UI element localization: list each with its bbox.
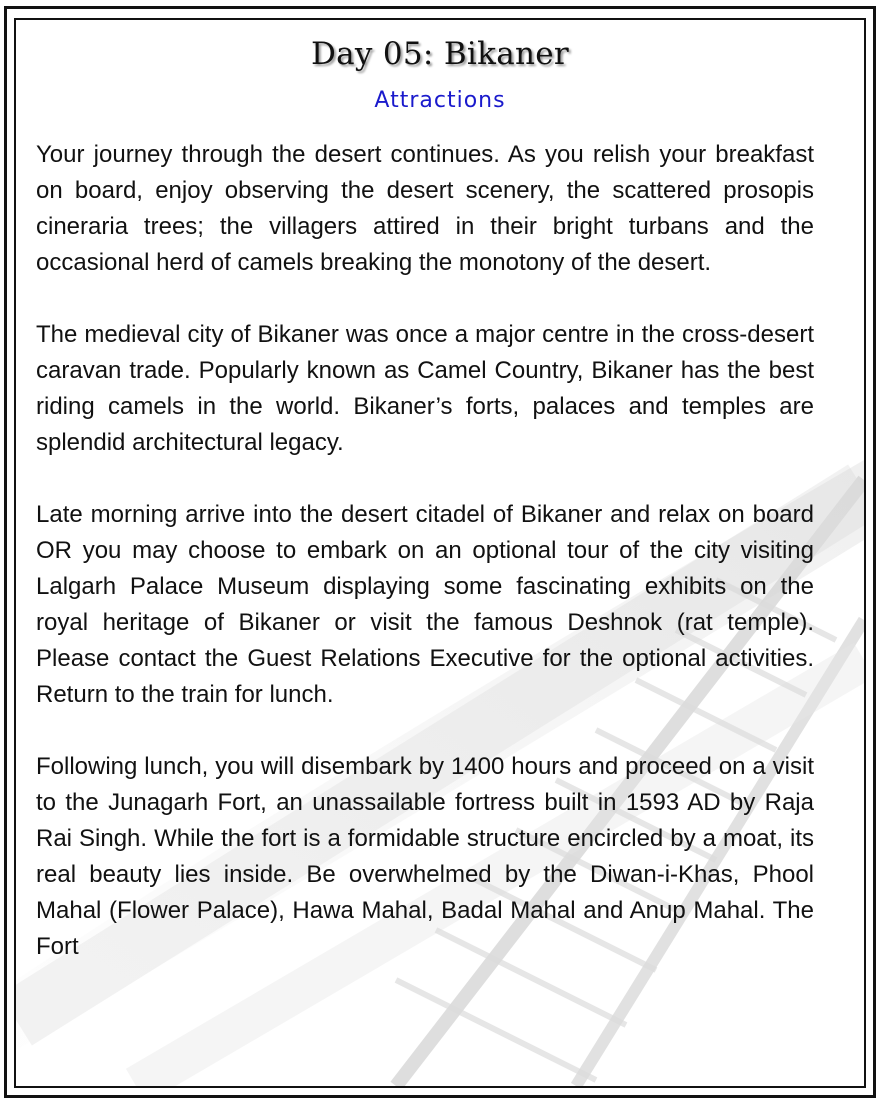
inner-border — [14, 18, 866, 1088]
paragraph: Your journey through the desert continues. As you relish your breakfast on board, enjoy observing the desert scenery, the scattered prosopis cineraria trees; the villagers attired in their bright turbans and the occasional herd of camels breaking the monotony of the desert. — [36, 141, 814, 276]
page-title: Day 05: Bikaner — [310, 36, 570, 72]
paragraph: The medieval city of Bikaner was once a major centre in the cross-desert caravan trade. Popularly known as Camel Country, Bikaner has the best riding camels in the world. Bikaner’s forts, palaces and temples are splendid architectural legacy. — [36, 321, 814, 456]
body-text — [36, 137, 814, 965]
paragraph: Following lunch, you will disembark by 1400 hours and proceed on a visit to the Junagarh Fort, an unassailable fortress built in 1593 AD by Raja Rai Singh. While the fort is a formidable structure encircled by a moat, its real beauty lies inside. Be overwhelmed by the Diwan-i-Khas, Phool Mahal (Flower Palace), Hawa Mahal, Badal Mahal and Anup Mahal. The Fort — [36, 753, 814, 960]
paragraph: Late morning arrive into the desert citadel of Bikaner and relax on board OR you may choose to embark on an optional tour of the city visiting Lalgarh Palace Museum displaying some fascinating exhibits on the royal heritage of Bikaner or visit the famous Deshnok (rat temple). Please contact the Guest Relations Executive for the optional activities. Return to the train for lunch. — [36, 501, 814, 708]
section-subtitle: Attractions — [374, 88, 506, 113]
